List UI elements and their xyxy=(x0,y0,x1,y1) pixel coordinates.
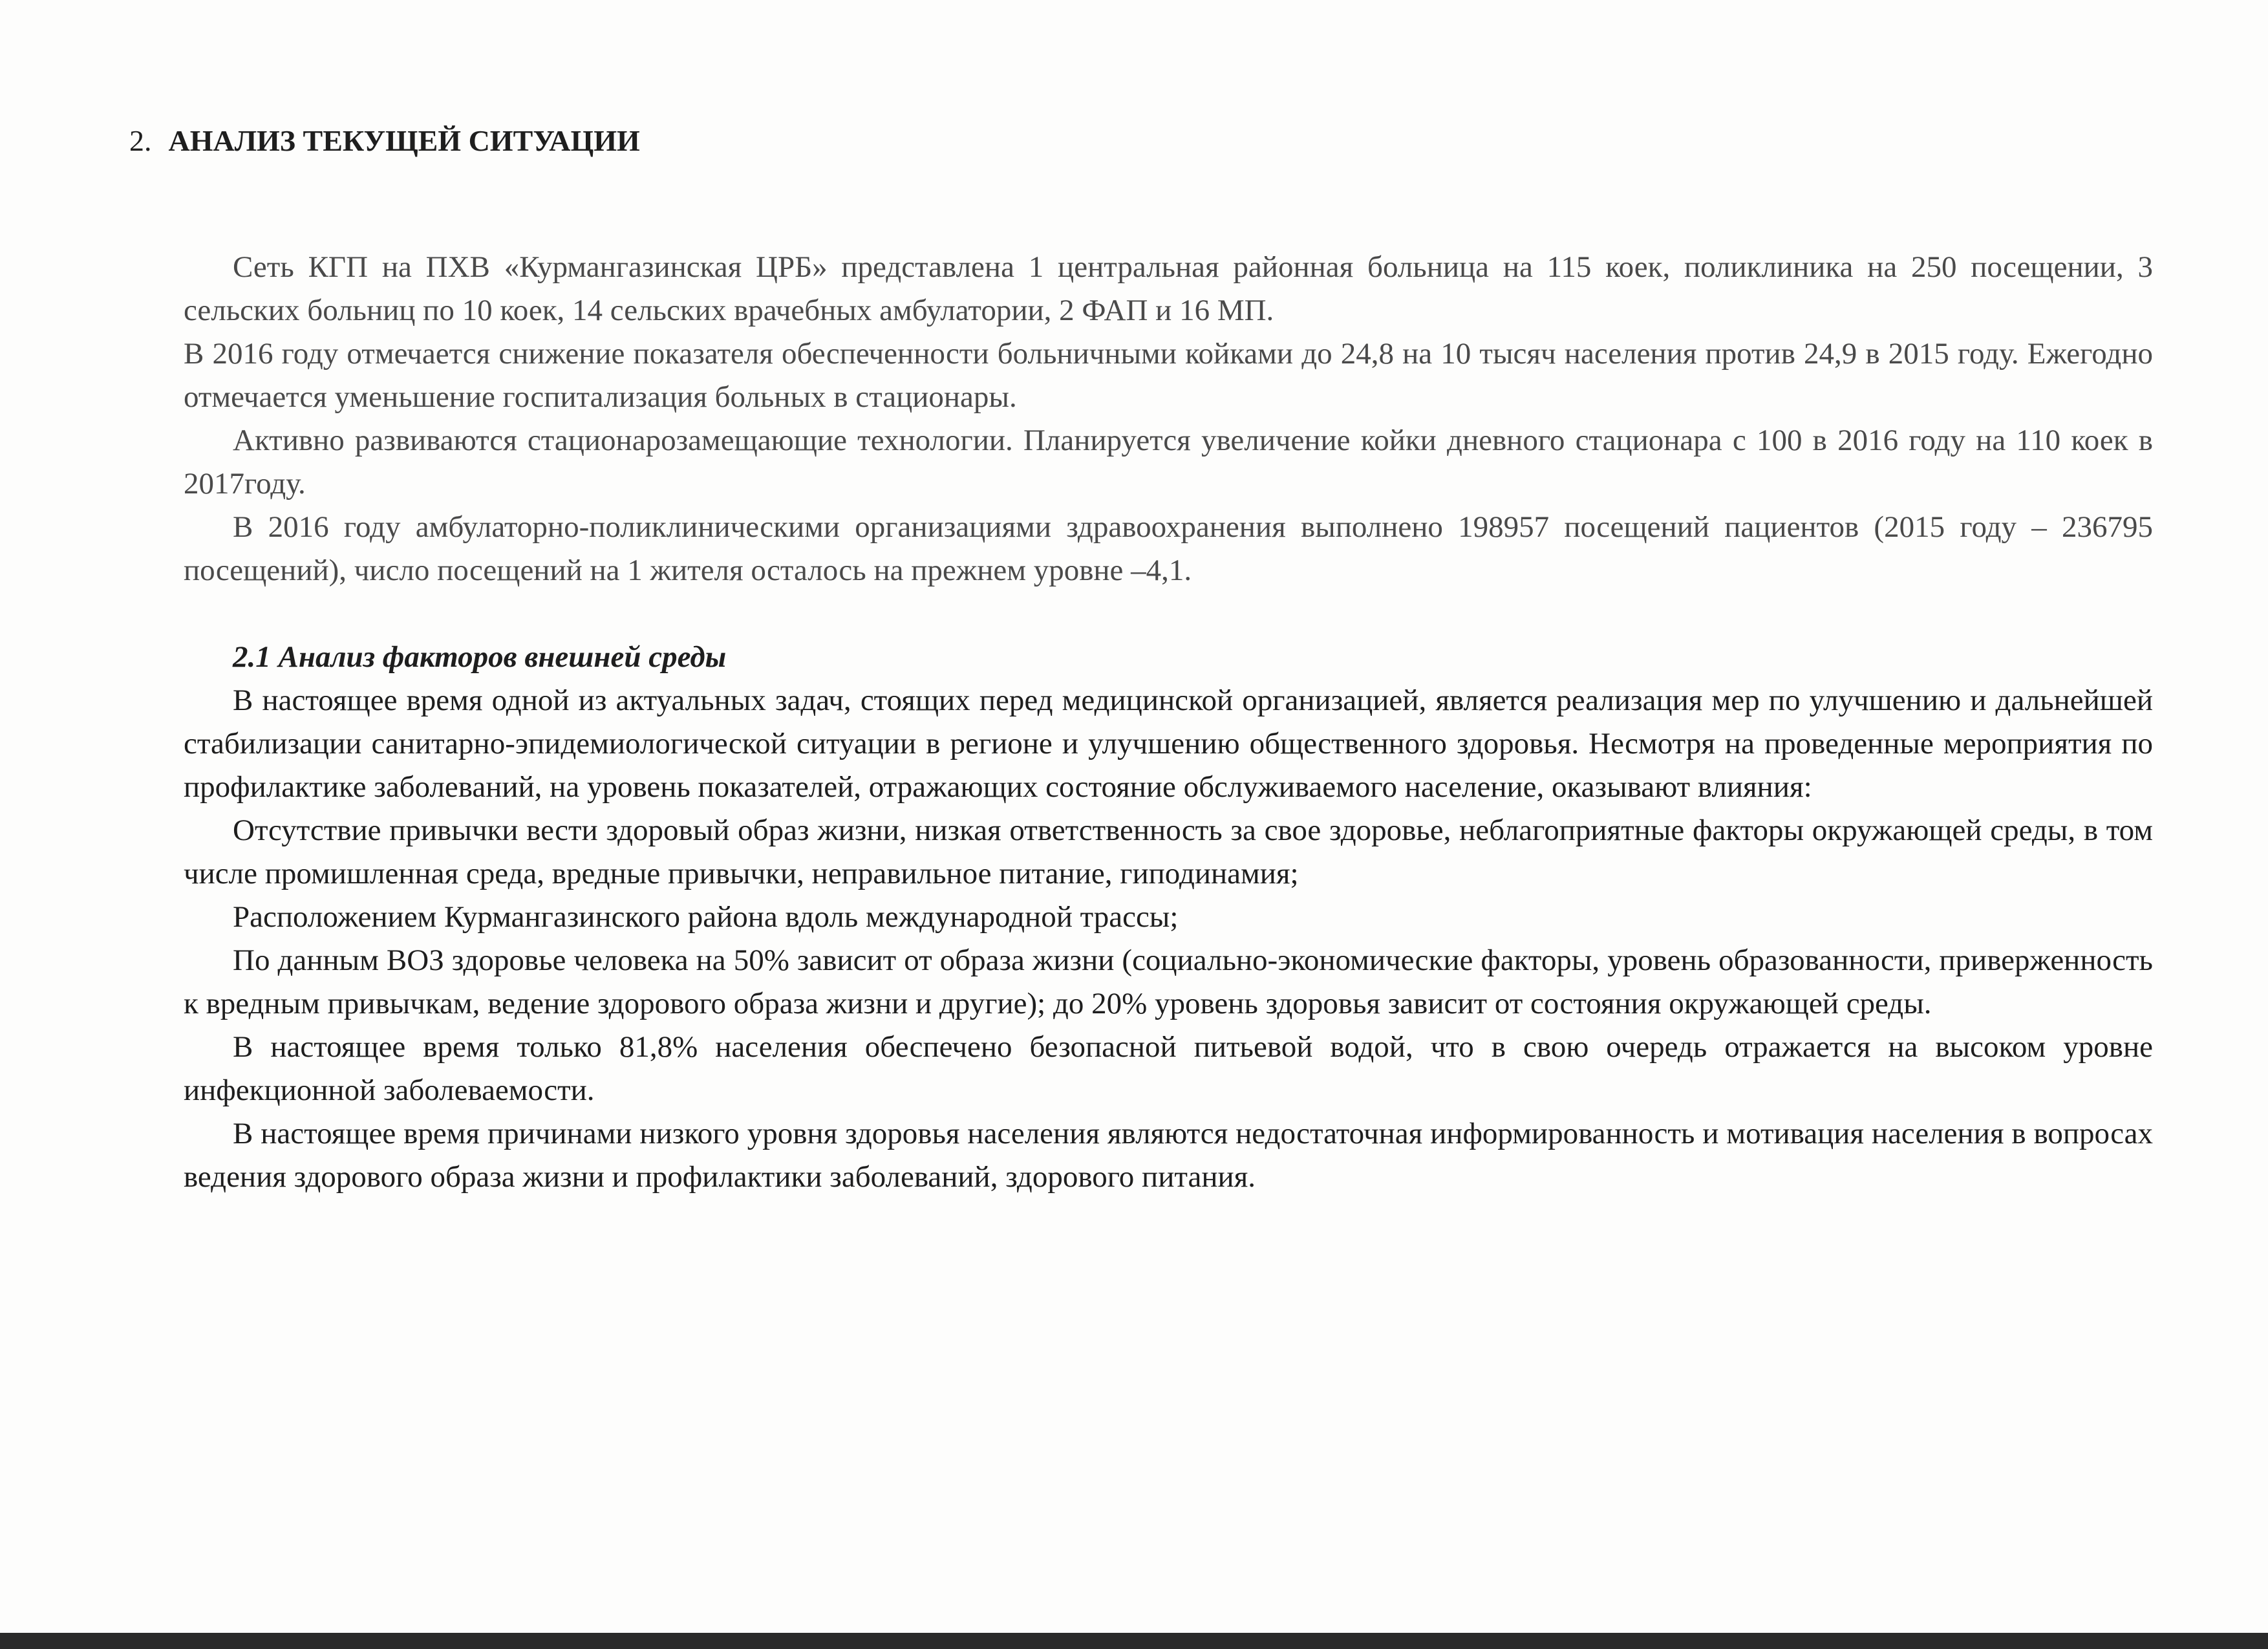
paragraph-lifestyle: Отсутствие привычки вести здоровый образ жизни, низкая ответственность за свое здоровье, неблагоприятные факторы окружающей среды, в том числе промишленная среда, вредные привычки, неправильное питание, гиподинамия; xyxy=(184,814,2153,890)
paragraph-location: Расположением Курмангазинского района вдоль международной трассы; xyxy=(233,900,1179,934)
paragraph-network: Сеть КГП на ПХВ «Курмангазинская ЦРБ» представлена 1 центральная районная больница на 115 коек, поликлиника на 250 посещении, 3 сельских больниц по 10 коек, 14 сельских врачебных амбулатории, 2 ФАП и 16 МП. xyxy=(184,250,2153,327)
scan-bottom-edge xyxy=(0,1633,2268,1649)
document-body xyxy=(184,246,2153,1199)
paragraph-current-tasks: В настоящее время одной из актуальных задач, стоящих перед медицинской организацией, является реализация мер по улучшению и дальнейшей стабилизации санитарно-эпидемиологической ситуации в регионе и улучшению общественного здоровья. Несмотря на проведенные мероприятия по профилактике заболеваний, на уровень показателей, отражающих состояние обслуживаемого население, оказывают влияния: xyxy=(184,684,2153,804)
paragraph-health-causes: В настоящее время причинами низкого уровня здоровья населения являются недостаточная информированность и мотивация населения в вопросах ведения здорового образа жизни и профилактики заболеваний, здорового питания. xyxy=(184,1117,2153,1194)
section-number: 2. xyxy=(129,124,152,157)
section-title: АНАЛИЗ ТЕКУЩЕЙ СИТУАЦИИ xyxy=(168,124,640,157)
paragraph-day-hospital: Активно развиваются стационарозамещающие технологии. Планируется увеличение койки дневного стационара с 100 в 2016 году на 110 коек в 2017году. xyxy=(184,424,2153,501)
paragraph-bed-supply: В 2016 году отмечается снижение показателя обеспеченности больничными койками до 24,8 на 10 тысяч населения против 24,9 в 2015 году. Ежегодно отмечается уменьшение госпитализация больных в стационары. xyxy=(184,337,2153,414)
section-heading xyxy=(129,122,640,160)
paragraph-who-data: По данным ВОЗ здоровье человека на 50% зависит от образа жизни (социально-экономические факторы, уровень образованности, приверженность к вредным привычкам, ведение здорового образа жизни и другие); до 20% уровень здоровья зависит от состояния окружающей среды. xyxy=(184,943,2153,1020)
paragraph-visits: В 2016 году амбулаторно-поликлиническими организациями здравоохранения выполнено 198957 посещений пациентов (2015 году – 236795 посещений), число посещений на 1 жителя осталось на прежнем уровне –4,1. xyxy=(184,510,2153,587)
subsection-title: 2.1 Анализ факторов внешней среды xyxy=(233,640,727,674)
paragraph-drinking-water: В настоящее время только 81,8% населения обеспечено безопасной питьевой водой, что в свою очередь отражается на высоком уровне инфекционной заболеваемости. xyxy=(184,1030,2153,1107)
